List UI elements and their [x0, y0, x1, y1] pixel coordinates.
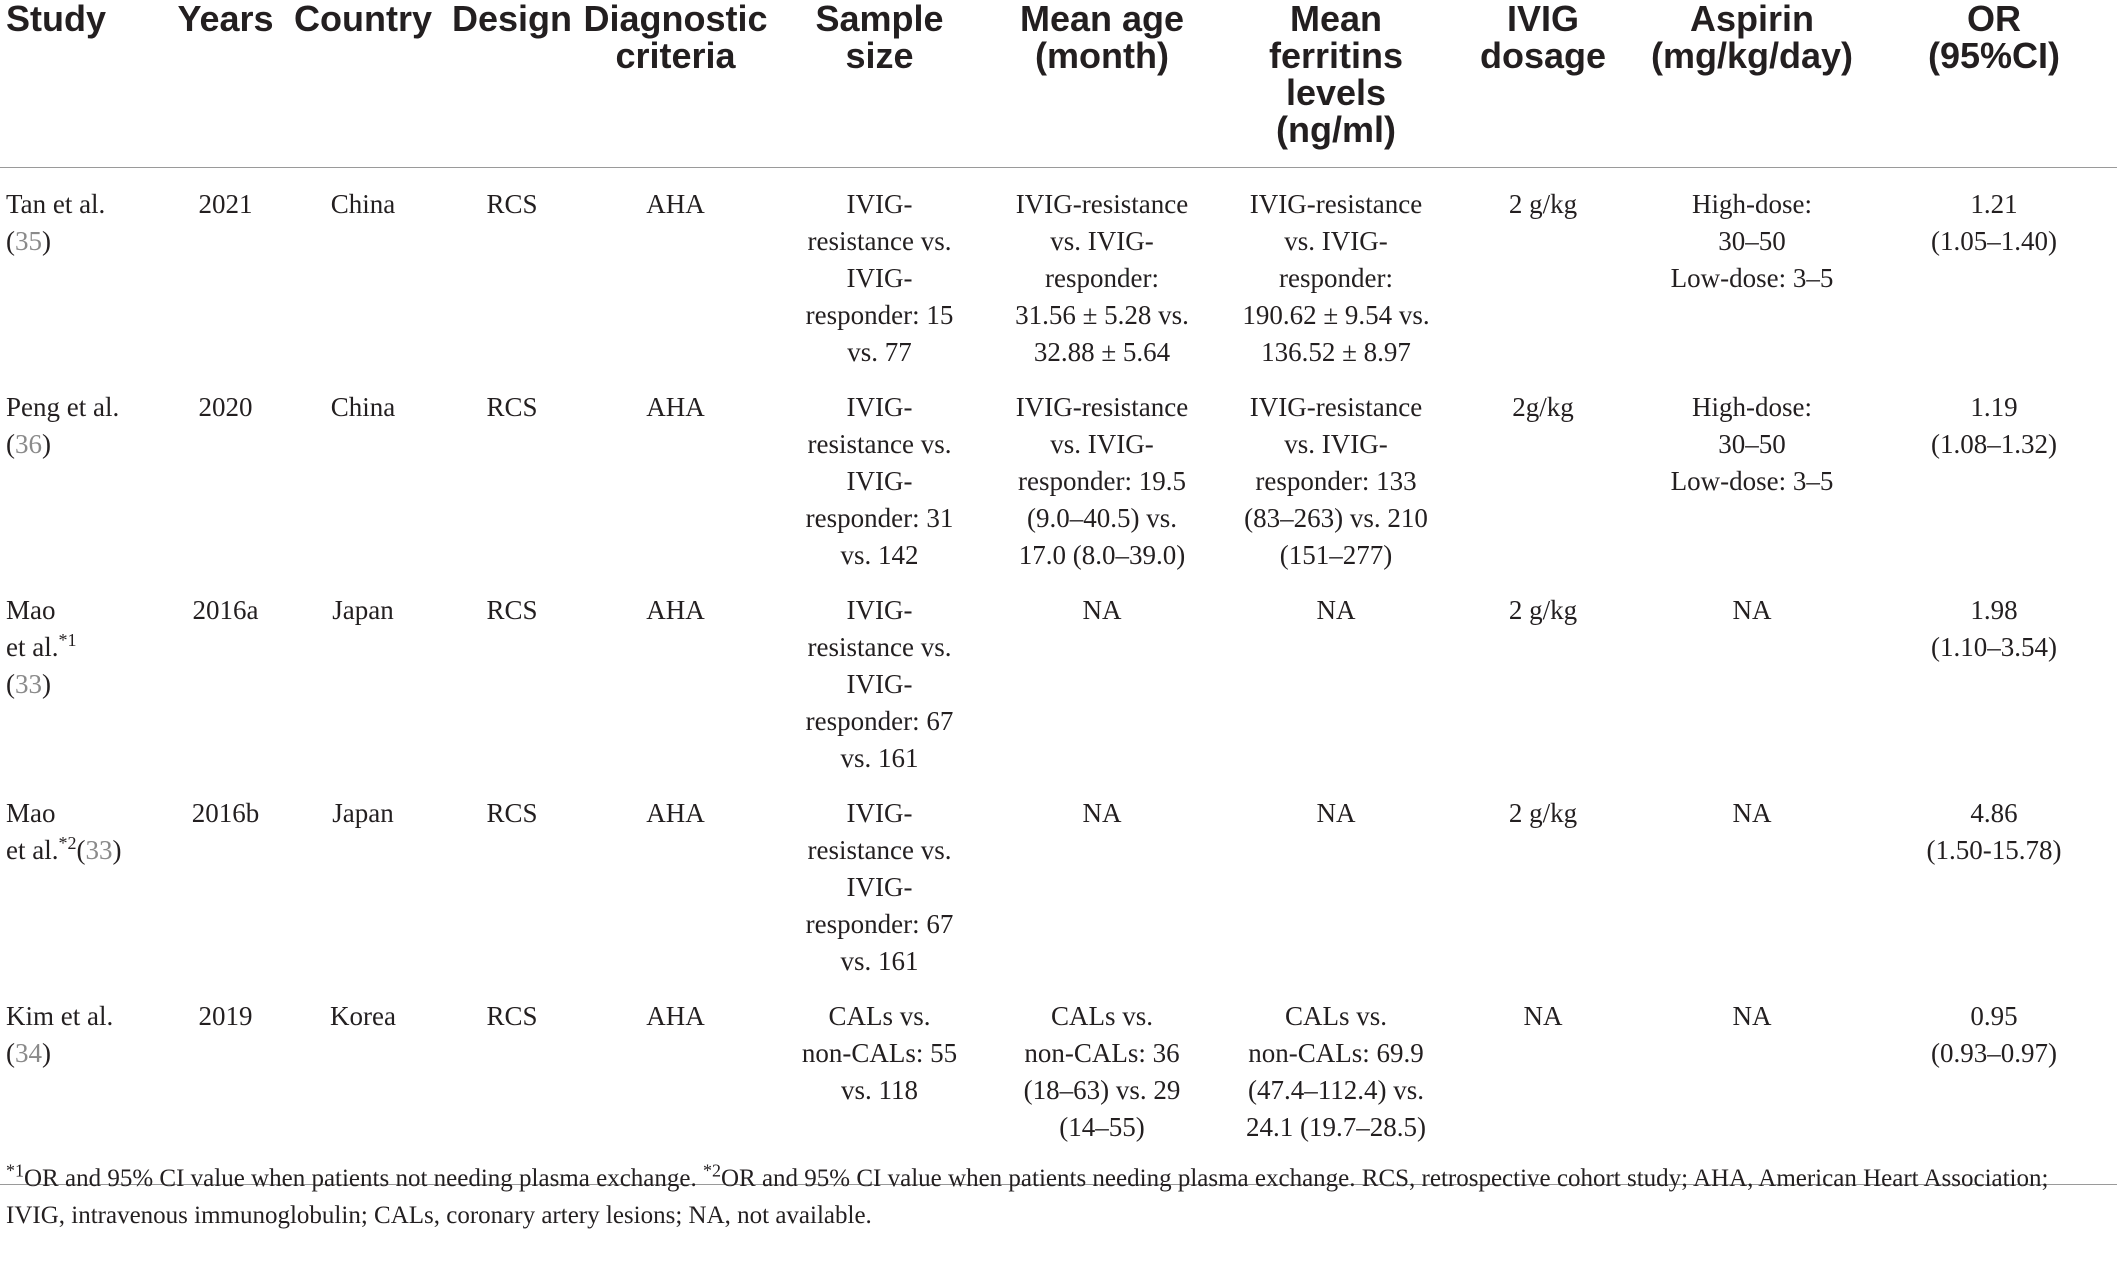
column-header	[577, 0, 774, 168]
column-header	[1219, 0, 1453, 168]
sample-size-cell	[774, 980, 985, 1184]
odds-ratio-line: 1.98	[1970, 595, 2018, 625]
mean-age-line: (14–55)	[1059, 1112, 1145, 1142]
country-cell: China	[330, 189, 396, 219]
sample-size-cell	[774, 371, 985, 574]
ferritin-line: 24.1 (19.7–28.5)	[1246, 1112, 1426, 1142]
study-name: Mao	[6, 798, 56, 828]
study-ref-line	[6, 426, 168, 463]
criteria-cell: AHA	[577, 980, 774, 1184]
mean-age-line: 31.56 ± 5.28 vs.	[1015, 300, 1189, 330]
study-name-line	[6, 795, 168, 832]
ref-close-paren: )	[42, 1038, 51, 1068]
footnote-text-2: OR and 95% CI value when patients needing plasma exchange. RCS, retrospective cohort study; AHA, American Heart Association; IVIG, intravenous immunoglobulin; CALs, coronary artery lesions; NA, not available.	[6, 1165, 2049, 1229]
column-header-line: (month)	[1035, 35, 1169, 76]
ref-close-paren: )	[42, 226, 51, 256]
ferritin-cell	[1219, 980, 1453, 1184]
criteria-cell: AHA	[646, 798, 705, 828]
study-ref-line	[6, 223, 168, 260]
ref-open-paren: (	[6, 1038, 15, 1068]
reference-link[interactable]: 36	[15, 429, 42, 459]
country-cell: Japan	[332, 595, 394, 625]
ferritin-line: IVIG-resistance	[1249, 392, 1423, 422]
header-row	[0, 0, 2117, 168]
ferritin-line: (47.4–112.4) vs.	[1248, 1075, 1424, 1105]
study-cell	[0, 168, 172, 372]
column-header-line: levels	[1285, 72, 1387, 113]
aspirin-line: NA	[1732, 798, 1772, 828]
column-header-line: criteria	[615, 35, 736, 76]
aspirin-cell	[1633, 980, 1871, 1184]
ref-close-paren: )	[112, 835, 122, 865]
design-cell: RCS	[486, 189, 538, 219]
mean-age-line: (9.0–40.5) vs.	[1027, 503, 1177, 533]
mean-age-cell	[985, 777, 1219, 980]
aspirin-line: Low-dose: 3–5	[1670, 263, 1834, 293]
criteria-cell: AHA	[646, 189, 705, 219]
ref-open-paren: (	[6, 226, 15, 256]
sample-size-line: non-CALs: 55	[801, 1038, 958, 1068]
table-row	[0, 980, 2117, 1184]
column-header-line: dosage	[1479, 35, 1607, 76]
sample-size-line: CALs vs.	[828, 1001, 931, 1031]
column-header-line: Country	[294, 0, 432, 39]
ferritin-cell	[1219, 777, 1453, 980]
ref-close-paren: )	[42, 669, 51, 699]
column-header	[172, 0, 279, 168]
study-name: et al.	[6, 632, 59, 662]
aspirin-line: NA	[1732, 595, 1772, 625]
aspirin-cell	[1633, 574, 1871, 777]
sample-size-line: resistance vs.	[807, 429, 952, 459]
table-row	[0, 574, 2117, 777]
study-name: Tan et al.	[6, 189, 106, 219]
table-footnote	[6, 1160, 2106, 1234]
ref-close-paren: )	[42, 429, 51, 459]
odds-ratio-line: 0.95	[1970, 1001, 2018, 1031]
sample-size-line: vs. 142	[840, 540, 919, 570]
sample-size-line: IVIG-	[846, 392, 913, 422]
mean-age-line: NA	[1082, 798, 1122, 828]
study-footnote-marker: *2	[58, 833, 77, 853]
column-header-line: Aspirin	[1689, 0, 1814, 39]
sample-size-line: responder: 31	[805, 503, 954, 533]
reference-link[interactable]: 33	[15, 669, 42, 699]
column-header-line: Years	[177, 0, 274, 39]
ivig-dosage-cell: 2 g/kg	[1508, 189, 1578, 219]
sample-size-line: IVIG-	[846, 669, 913, 699]
odds-ratio-cell	[1871, 371, 2117, 574]
footnote-text-1: OR and 95% CI value when patients not needing plasma exchange.	[24, 1165, 703, 1192]
ref-open-paren: (	[6, 429, 15, 459]
table-row	[0, 777, 2117, 980]
ivig-dosage-cell: 2 g/kg	[1508, 595, 1578, 625]
country-cell: Japan	[332, 798, 394, 828]
sample-size-line: IVIG-	[846, 798, 913, 828]
sample-size-line: resistance vs.	[807, 835, 952, 865]
mean-age-cell	[985, 980, 1219, 1184]
study-cell	[0, 980, 172, 1184]
criteria-cell: AHA	[646, 595, 705, 625]
ferritin-cell	[1219, 371, 1453, 574]
reference-link[interactable]: 33	[85, 835, 113, 865]
ferritin-line: NA	[1316, 798, 1356, 828]
sample-size-line: IVIG-	[846, 466, 913, 496]
study-name-line	[6, 186, 168, 223]
column-header-line: (95%CI)	[1927, 35, 2061, 76]
mean-age-line: CALs vs.	[1050, 1001, 1153, 1031]
sample-size-line: IVIG-	[846, 872, 913, 902]
study-name-line	[6, 389, 168, 426]
ferritin-line: non-CALs: 69.9	[1248, 1038, 1424, 1068]
column-header-line: (mg/kg/day)	[1650, 35, 1854, 76]
ferritin-line: responder:	[1279, 263, 1393, 293]
sample-size-cell	[774, 168, 985, 372]
criteria-cell: AHA	[646, 392, 705, 422]
column-header	[1453, 0, 1633, 168]
aspirin-cell	[1633, 371, 1871, 574]
sample-size-line: resistance vs.	[807, 632, 952, 662]
design-cell: RCS	[486, 798, 538, 828]
ref-open-paren: (	[76, 835, 86, 865]
year-cell: 2020	[198, 392, 253, 422]
sample-size-cell	[774, 574, 985, 777]
column-header-line: Study	[6, 0, 107, 39]
ferritin-line: 136.52 ± 8.97	[1261, 337, 1411, 367]
aspirin-line: High-dose:	[1692, 392, 1812, 422]
sample-size-line: vs. 161	[840, 743, 919, 773]
mean-age-cell	[985, 574, 1219, 777]
sample-size-line: responder: 67	[805, 909, 954, 939]
odds-ratio-cell	[1871, 777, 2117, 980]
sample-size-cell	[774, 777, 985, 980]
odds-ratio-cell	[1871, 574, 2117, 777]
ferritin-line: 190.62 ± 9.54 vs.	[1242, 300, 1430, 330]
ref-open-paren: (	[6, 669, 15, 699]
column-header	[0, 0, 172, 168]
odds-ratio-line: (1.05–1.40)	[1931, 226, 2057, 256]
column-header-line: Design	[451, 0, 573, 39]
aspirin-cell	[1633, 168, 1871, 372]
study-ref-line	[6, 1035, 168, 1072]
study-name-line	[6, 998, 168, 1035]
sample-size-line: responder: 15	[805, 300, 954, 330]
column-header	[1871, 0, 2117, 168]
column-header-line: ferritins	[1268, 35, 1404, 76]
sample-size-line: resistance vs.	[807, 226, 952, 256]
sample-size-line: vs. 118	[840, 1075, 918, 1105]
design-cell: RCS	[447, 980, 577, 1184]
ferritin-line: vs. IVIG-	[1284, 226, 1388, 256]
ivig-dosage-cell: 2 g/kg	[1508, 798, 1578, 828]
column-header-line: Mean	[1289, 0, 1383, 39]
reference-link[interactable]: 35	[15, 226, 42, 256]
mean-age-cell	[985, 168, 1219, 372]
sample-size-line: responder: 67	[805, 706, 954, 736]
column-header-line: OR	[1967, 0, 2021, 39]
study-name: Mao	[6, 595, 56, 625]
study-name: Peng et al.	[6, 392, 120, 422]
reference-link[interactable]: 34	[15, 1038, 42, 1068]
column-header	[447, 0, 577, 168]
mean-age-cell	[985, 371, 1219, 574]
mean-age-line: IVIG-resistance	[1015, 189, 1189, 219]
column-header-line: Mean age	[1019, 0, 1185, 39]
ferritin-line: vs. IVIG-	[1284, 429, 1388, 459]
odds-ratio-cell	[1871, 168, 2117, 372]
study-footnote-marker: *1	[58, 630, 77, 650]
aspirin-line: 30–50	[1718, 226, 1786, 256]
study-name-line	[6, 592, 168, 629]
mean-age-line: non-CALs: 36	[1024, 1038, 1180, 1068]
column-header	[774, 0, 985, 168]
design-cell: RCS	[486, 392, 538, 422]
year-cell: 2016a	[192, 595, 259, 625]
footnote-marker-2: *2	[702, 1160, 721, 1181]
mean-age-line: IVIG-resistance	[1015, 392, 1189, 422]
study-name: Kim et al.	[6, 1001, 114, 1031]
year-cell: 2019	[172, 980, 279, 1184]
sample-size-line: IVIG-	[846, 189, 913, 219]
mean-age-line: responder:	[1045, 263, 1159, 293]
ferritin-line: CALs vs.	[1284, 1001, 1387, 1031]
odds-ratio-line: 1.21	[1970, 189, 2018, 219]
odds-ratio-line: (0.93–0.97)	[1931, 1038, 2057, 1068]
mean-age-line: vs. IVIG-	[1050, 226, 1154, 256]
odds-ratio-cell	[1871, 980, 2117, 1184]
year-cell: 2021	[198, 189, 253, 219]
mean-age-line: vs. IVIG-	[1050, 429, 1154, 459]
table-row	[0, 371, 2117, 574]
aspirin-line: Low-dose: 3–5	[1670, 466, 1834, 496]
study-name: et al.	[6, 835, 59, 865]
study-cell	[0, 777, 172, 980]
mean-age-line: NA	[1082, 595, 1122, 625]
column-header-line: Diagnostic	[583, 0, 768, 39]
ferritin-line: NA	[1316, 595, 1356, 625]
column-header-line: size	[845, 35, 914, 76]
country-cell: Korea	[279, 980, 447, 1184]
footnote-marker-1: *1	[6, 1160, 24, 1181]
table-row	[0, 168, 2117, 372]
column-header-line: (ng/ml)	[1276, 109, 1396, 150]
mean-age-line: 17.0 (8.0–39.0)	[1018, 540, 1186, 570]
study-cell	[0, 574, 172, 777]
ferritin-line: responder: 133	[1255, 466, 1417, 496]
column-header	[985, 0, 1219, 168]
odds-ratio-line: (1.10–3.54)	[1931, 632, 2057, 662]
odds-ratio-line: (1.08–1.32)	[1931, 429, 2057, 459]
ferritin-line: (83–263) vs. 210	[1244, 503, 1428, 533]
mean-age-line: 32.88 ± 5.64	[1033, 337, 1171, 367]
column-header	[1633, 0, 1871, 168]
ferritin-line: (151–277)	[1279, 540, 1393, 570]
aspirin-line: NA	[1732, 1001, 1772, 1031]
column-header-line: Sample	[815, 0, 944, 39]
sample-size-line: IVIG-	[846, 595, 913, 625]
aspirin-line: 30–50	[1718, 429, 1786, 459]
ferritin-line: IVIG-resistance	[1249, 189, 1423, 219]
table-body	[0, 168, 2117, 1185]
year-cell: 2016b	[191, 798, 260, 828]
ivig-dosage-cell: 2g/kg	[1512, 392, 1574, 422]
aspirin-cell	[1633, 777, 1871, 980]
aspirin-line: High-dose:	[1692, 189, 1812, 219]
ivig-dosage-cell: NA	[1453, 980, 1633, 1184]
mean-age-line: responder: 19.5	[1018, 466, 1186, 496]
column-header	[279, 0, 447, 168]
odds-ratio-line: 4.86	[1970, 798, 2018, 828]
study-ref-line	[6, 666, 168, 703]
ferritin-cell	[1219, 168, 1453, 372]
country-cell: China	[330, 392, 396, 422]
column-header-line: IVIG	[1506, 0, 1580, 39]
study-name-line	[6, 629, 168, 666]
odds-ratio-line: (1.50-15.78)	[1926, 835, 2062, 865]
sample-size-line: vs. 161	[840, 946, 919, 976]
odds-ratio-line: 1.19	[1970, 392, 2018, 422]
sample-size-line: IVIG-	[846, 263, 913, 293]
study-cell	[0, 371, 172, 574]
ferritin-cell	[1219, 574, 1453, 777]
study-name-line	[6, 832, 168, 869]
design-cell: RCS	[486, 595, 538, 625]
sample-size-line: vs. 77	[847, 337, 912, 367]
mean-age-line: (18–63) vs. 29	[1023, 1075, 1181, 1105]
